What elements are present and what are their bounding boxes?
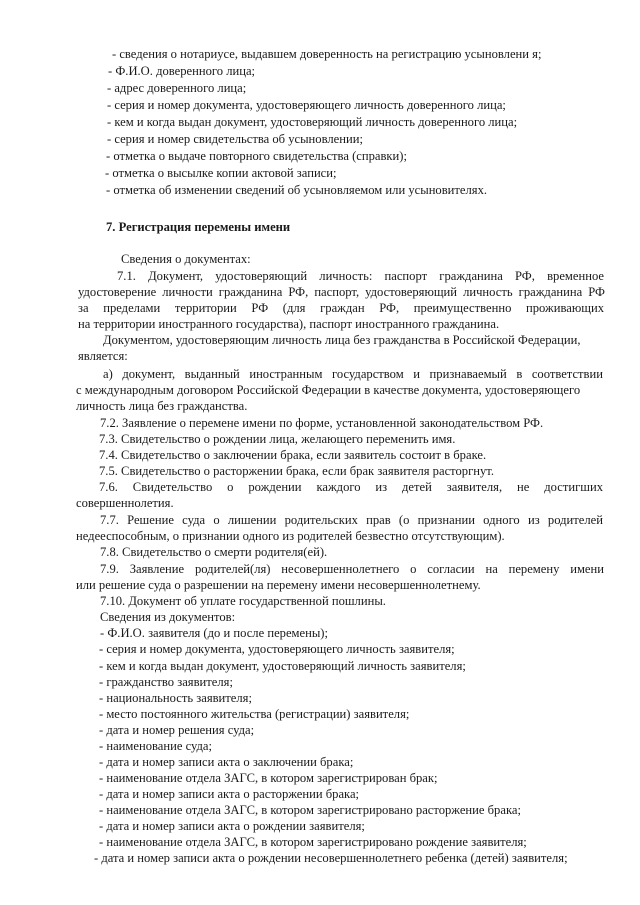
paragraph-line: 7.3. Свидетельство о рождении лица, желающего переменить имя. bbox=[99, 432, 456, 446]
paragraph-line: 7.7. Решение суда о лишении родительских прав (о признании одного из родителей bbox=[100, 513, 603, 527]
list-item: - серия и номер документа, удостоверяющего личность заявителя; bbox=[99, 642, 455, 656]
list-item: - наименование отдела ЗАГС, в котором зарегистрировано рождение заявителя; bbox=[99, 835, 527, 849]
list-item: - наименование отдела ЗАГС, в котором зарегистрирован брак; bbox=[99, 771, 438, 785]
paragraph-line: или решение суда о разрешении на перемену имени несовершеннолетнему. bbox=[76, 578, 481, 592]
list-item: - адрес доверенного лица; bbox=[107, 81, 247, 95]
list-item: - дата и номер записи акта о заключении брака; bbox=[99, 755, 354, 769]
paragraph-line: 7.2. Заявление о перемене имени по форме, установленной законодательством РФ. bbox=[100, 416, 544, 430]
list-item: - гражданство заявителя; bbox=[99, 675, 233, 689]
list-item: - наименование суда; bbox=[99, 739, 213, 753]
list-item: - Ф.И.О. доверенного лица; bbox=[108, 64, 256, 78]
paragraph-line: за пределами территории РФ (для граждан РФ, преимущественно проживающих bbox=[78, 301, 604, 315]
paragraph-line: удостоверение личности гражданина РФ, паспорт, удостоверяющий личность гражданина РФ bbox=[78, 285, 605, 299]
list-item: - место постоянного жительства (регистрации) заявителя; bbox=[99, 707, 410, 721]
paragraph-line: 7.1. Документ, удостоверяющий личность: паспорт гражданина РФ, временное bbox=[117, 269, 604, 283]
list-item: - Ф.И.О. заявителя (до и после перемены); bbox=[100, 626, 329, 640]
list-item: - кем и когда выдан документ, удостоверяющий личность заявителя; bbox=[99, 659, 466, 673]
section-title: 7. Регистрация перемены имени bbox=[106, 220, 291, 234]
list-item: - сведения о нотариусе, выдавшем доверенность на регистрацию усыновлени я; bbox=[112, 47, 542, 61]
paragraph-line: 7.9. Заявление родителей(ля) несовершеннолетнего о согласии на перемену имени bbox=[100, 562, 604, 576]
list-item: - дата и номер решения суда; bbox=[99, 723, 255, 737]
paragraph-line: на территории иностранного государства), паспорт иностранного гражданина. bbox=[78, 317, 500, 331]
paragraph-line: 7.8. Свидетельство о смерти родителя(ей). bbox=[100, 545, 328, 559]
paragraph-line: а) документ, выданный иностранным государством и признаваемый в соответствии bbox=[103, 367, 603, 381]
paragraph-line: 7.6. Свидетельство о рождении каждого из детей заявителя, не достигших bbox=[99, 480, 603, 494]
list-item: - отметка о выдаче повторного свидетельства (справки); bbox=[106, 149, 407, 163]
paragraph-line: совершеннолетия. bbox=[76, 496, 174, 510]
list-item: - дата и номер записи акта о расторжении брака; bbox=[99, 787, 360, 801]
paragraph-line: Сведения о документах: bbox=[121, 252, 251, 266]
paragraph-line: личность лица без гражданства. bbox=[76, 399, 248, 413]
list-item: - отметка о высылке копии актовой записи; bbox=[105, 166, 337, 180]
paragraph-line: 7.5. Свидетельство о расторжении брака, если брак заявителя расторгнут. bbox=[99, 464, 494, 478]
paragraph-line: Документом, удостоверяющим личность лица без гражданства в Российской Федерации, bbox=[103, 333, 581, 347]
paragraph-line: Сведения из документов: bbox=[100, 610, 236, 624]
list-item: - наименование отдела ЗАГС, в котором зарегистрировано расторжение брака; bbox=[99, 803, 521, 817]
paragraph-line: 7.10. Документ об уплате государственной пошлины. bbox=[100, 594, 386, 608]
paragraph-line: является: bbox=[78, 349, 128, 363]
list-item: - дата и номер записи акта о рождении заявителя; bbox=[99, 819, 365, 833]
list-item: - отметка об изменении сведений об усыновляемом или усыновителях. bbox=[106, 183, 488, 197]
paragraph-line: недееспособным, о признании одного из родителей безвестно отсутствующим). bbox=[76, 529, 505, 543]
list-item: - дата и номер записи акта о рождении несовершеннолетнего ребенка (детей) заявителя; bbox=[94, 851, 568, 865]
list-item: - серия и номер документа, удостоверяющего личность доверенного лица; bbox=[107, 98, 506, 112]
list-item: - серия и номер свидетельства об усыновлении; bbox=[107, 132, 363, 146]
paragraph-line: с международным договором Российской Федерации в качестве документа, удостоверяющего bbox=[76, 383, 581, 397]
list-item: - национальность заявителя; bbox=[99, 691, 252, 705]
paragraph-line: 7.4. Свидетельство о заключении брака, если заявитель состоит в браке. bbox=[99, 448, 487, 462]
list-item: - кем и когда выдан документ, удостоверяющий личность доверенного лица; bbox=[107, 115, 518, 129]
